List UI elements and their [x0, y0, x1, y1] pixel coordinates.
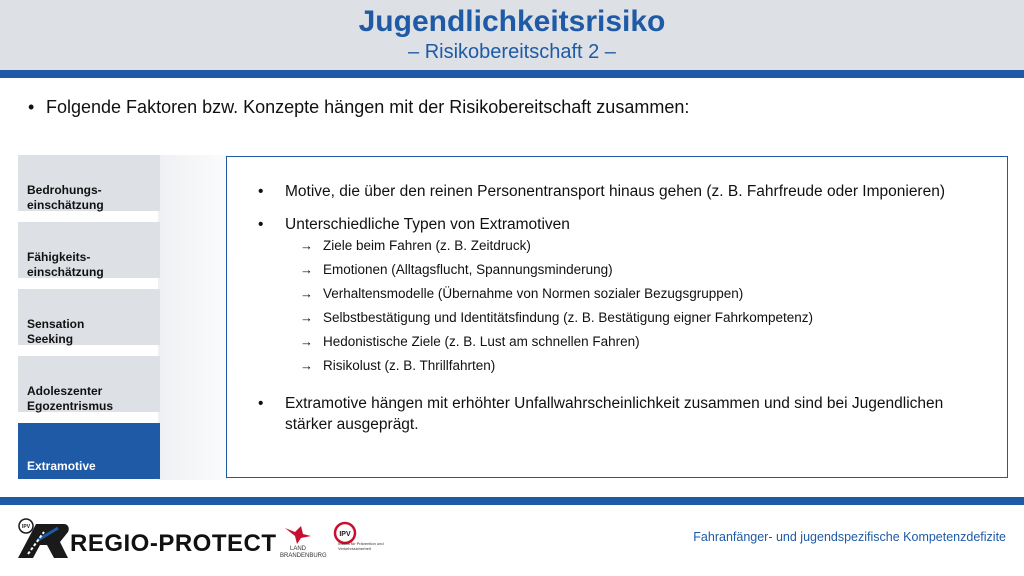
list-item [258, 393, 978, 435]
list-item [258, 214, 978, 235]
list-item-text: Unterschiedliche Typen von Extramotiven [285, 216, 570, 233]
arrow-right-icon: → [300, 238, 313, 253]
sub-list-item [258, 285, 978, 309]
arrow-right-icon: → [300, 286, 313, 301]
header-divider [0, 70, 1024, 78]
sub-list-item-text: Hedonistische Ziele (z. B. Lust am schnellen Fahren) [323, 334, 640, 349]
sidebar-item-label: Bedrohungs- einschätzung [27, 183, 104, 212]
intro-bullet: • [28, 97, 35, 117]
sub-list-item-text: Ziele beim Fahren (z. B. Zeitdruck) [323, 238, 531, 253]
sub-list [258, 237, 978, 381]
brandenburg-eagle-icon [281, 522, 315, 546]
footer-divider [0, 497, 1024, 505]
arrow-right-icon: → [300, 358, 313, 373]
sidebar-item-label: Extramotive [27, 459, 96, 473]
sidebar-item-faehigkeitseinschaetzung[interactable] [18, 222, 160, 278]
sub-list-item-text: Risikolust (z. B. Thrillfahrten) [323, 358, 496, 373]
sidebar-item-label: Sensation Seeking [27, 317, 85, 346]
regio-protect-logo-icon [14, 518, 70, 560]
page-title: Jugendlichkeitsrisiko [358, 5, 666, 38]
sidebar-item-adoleszenter-egozentrismus[interactable] [18, 356, 160, 412]
arrow-right-icon: → [300, 310, 313, 325]
bullet-icon: • [258, 216, 264, 233]
sub-list-item [258, 333, 978, 357]
arrow-right-icon: → [300, 262, 313, 277]
regio-protect-logo-text: REGIO-PROTECT [70, 530, 277, 557]
list-item-text: Motive, die über den reinen Personentransport hinaus gehen (z. B. Fahrfreude oder Imponieren) [285, 183, 945, 200]
list-item-text: Extramotive hängen mit erhöhter Unfallwahrscheinlichkeit zusammen und sind bei Jugendlichen stärker ausgeprägt. [285, 395, 944, 433]
content-list [258, 181, 978, 447]
sub-list-item [258, 309, 978, 333]
page-subtitle: – Risikobereitschaft 2 – [408, 41, 616, 63]
bullet-icon: • [258, 183, 264, 200]
ipv-logo-text: Institut für Prävention und Verkehrssicherheit [338, 541, 384, 551]
footer-caption: Fahranfänger- und jugendspezifische Kompetenzdefizite [693, 530, 1006, 544]
logo-badge-text: IPV [21, 524, 31, 530]
list-item [258, 181, 978, 202]
brandenburg-logo-text: LAND BRANDENBURG [280, 546, 327, 559]
intro-text [28, 95, 689, 119]
sidebar-item-label: Adoleszenter Egozentrismus [27, 384, 114, 413]
sub-list-item [258, 357, 978, 381]
arrow-right-icon: → [300, 334, 313, 349]
sidebar-item-extramotive[interactable] [18, 423, 160, 479]
sub-list-item [258, 261, 978, 285]
sub-list-item-text: Emotionen (Alltagsflucht, Spannungsminderung) [323, 262, 613, 277]
intro-label: Folgende Faktoren bzw. Konzepte hängen mit der Risikobereitschaft zusammen: [46, 97, 690, 117]
ipv-badge-text: IPV [339, 531, 351, 538]
sub-list-item-text: Verhaltensmodelle (Übernahme von Normen sozialer Bezugsgruppen) [323, 286, 744, 301]
sidebar-item-label: Fähigkeits- einschätzung [27, 250, 104, 279]
sidebar-item-sensation-seeking[interactable] [18, 289, 160, 345]
bullet-icon: • [258, 395, 264, 412]
sub-list-item [258, 237, 978, 261]
sidebar-item-bedrohungseinschaetzung[interactable] [18, 155, 160, 211]
sub-list-item-text: Selbstbestätigung und Identitätsfindung (z. B. Bestätigung eigner Fahrkompetenz) [323, 310, 814, 325]
